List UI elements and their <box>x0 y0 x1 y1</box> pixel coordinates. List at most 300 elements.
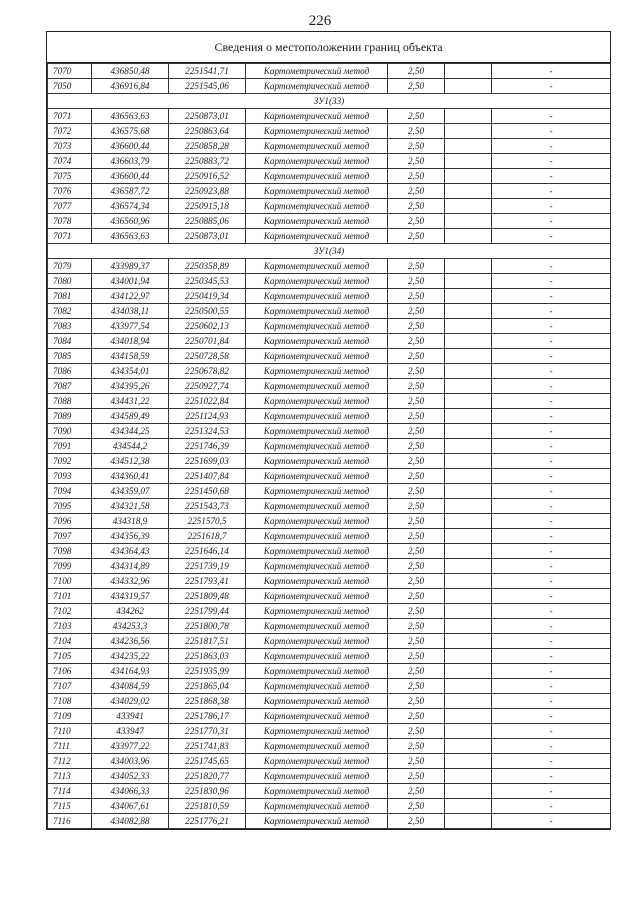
point-number-cell: 7073 <box>48 139 92 154</box>
method-cell: Картометрический метод <box>246 394 388 409</box>
point-number-cell: 7101 <box>48 589 92 604</box>
table-row <box>48 64 611 79</box>
y-coordinate-cell: 2251776,21 <box>169 814 246 829</box>
section-label: ЗУ1(33) <box>48 94 611 109</box>
x-coordinate-cell: 434332,96 <box>92 574 169 589</box>
table-row <box>48 364 611 379</box>
section-header-row <box>48 94 611 109</box>
x-coordinate-cell: 434253,3 <box>92 619 169 634</box>
description-cell: - <box>492 529 611 544</box>
method-cell: Картометрический метод <box>246 634 388 649</box>
note-cell <box>445 214 492 229</box>
method-cell: Картометрический метод <box>246 544 388 559</box>
point-number-cell: 7050 <box>48 79 92 94</box>
note-cell <box>445 604 492 619</box>
table-row <box>48 679 611 694</box>
point-number-cell: 7075 <box>48 169 92 184</box>
note-cell <box>445 484 492 499</box>
table-row <box>48 499 611 514</box>
point-number-cell: 7111 <box>48 739 92 754</box>
y-coordinate-cell: 2251820,77 <box>169 769 246 784</box>
note-cell <box>445 784 492 799</box>
y-coordinate-cell: 2250885,06 <box>169 214 246 229</box>
method-cell: Картометрический метод <box>246 619 388 634</box>
accuracy-cell: 2,50 <box>388 289 445 304</box>
table-row <box>48 724 611 739</box>
description-cell: - <box>492 199 611 214</box>
method-cell: Картометрический метод <box>246 169 388 184</box>
table-row <box>48 589 611 604</box>
x-coordinate-cell: 434512,38 <box>92 454 169 469</box>
section-label: ЗУ1(34) <box>48 244 611 259</box>
accuracy-cell: 2,50 <box>388 334 445 349</box>
x-coordinate-cell: 433989,37 <box>92 259 169 274</box>
table-row <box>48 544 611 559</box>
x-coordinate-cell: 434236,56 <box>92 634 169 649</box>
description-cell: - <box>492 559 611 574</box>
method-cell: Картометрический метод <box>246 439 388 454</box>
x-coordinate-cell: 433947 <box>92 724 169 739</box>
description-cell: - <box>492 154 611 169</box>
x-coordinate-cell: 434262 <box>92 604 169 619</box>
table-title: Сведения о местоположении границ объекта <box>47 32 610 63</box>
accuracy-cell: 2,50 <box>388 409 445 424</box>
note-cell <box>445 184 492 199</box>
description-cell: - <box>492 694 611 709</box>
point-number-cell: 7079 <box>48 259 92 274</box>
x-coordinate-cell: 434544,2 <box>92 439 169 454</box>
x-coordinate-cell: 434360,41 <box>92 469 169 484</box>
method-cell: Картометрический метод <box>246 259 388 274</box>
y-coordinate-cell: 2250916,52 <box>169 169 246 184</box>
method-cell: Картометрический метод <box>246 649 388 664</box>
point-number-cell: 7081 <box>48 289 92 304</box>
description-cell: - <box>492 109 611 124</box>
table-row <box>48 349 611 364</box>
point-number-cell: 7077 <box>48 199 92 214</box>
description-cell: - <box>492 544 611 559</box>
x-coordinate-cell: 436600,44 <box>92 139 169 154</box>
point-number-cell: 7098 <box>48 544 92 559</box>
accuracy-cell: 2,50 <box>388 364 445 379</box>
x-coordinate-cell: 436560,96 <box>92 214 169 229</box>
accuracy-cell: 2,50 <box>388 634 445 649</box>
x-coordinate-cell: 434052,33 <box>92 769 169 784</box>
accuracy-cell: 2,50 <box>388 529 445 544</box>
point-number-cell: 7076 <box>48 184 92 199</box>
note-cell <box>445 349 492 364</box>
point-number-cell: 7084 <box>48 334 92 349</box>
description-cell: - <box>492 424 611 439</box>
accuracy-cell: 2,50 <box>388 394 445 409</box>
method-cell: Картометрический метод <box>246 214 388 229</box>
description-cell: - <box>492 139 611 154</box>
method-cell: Картометрический метод <box>246 604 388 619</box>
y-coordinate-cell: 2251541,71 <box>169 64 246 79</box>
x-coordinate-cell: 434029,02 <box>92 694 169 709</box>
method-cell: Картометрический метод <box>246 349 388 364</box>
y-coordinate-cell: 2251570,5 <box>169 514 246 529</box>
x-coordinate-cell: 434122,97 <box>92 289 169 304</box>
accuracy-cell: 2,50 <box>388 589 445 604</box>
y-coordinate-cell: 2251646,14 <box>169 544 246 559</box>
table-row <box>48 799 611 814</box>
description-cell: - <box>492 814 611 829</box>
description-cell: - <box>492 409 611 424</box>
accuracy-cell: 2,50 <box>388 304 445 319</box>
note-cell <box>445 79 492 94</box>
note-cell <box>445 199 492 214</box>
method-cell: Картометрический метод <box>246 814 388 829</box>
y-coordinate-cell: 2251545,06 <box>169 79 246 94</box>
table-row <box>48 529 611 544</box>
note-cell <box>445 469 492 484</box>
y-coordinate-cell: 2251809,48 <box>169 589 246 604</box>
description-cell: - <box>492 349 611 364</box>
y-coordinate-cell: 2251618,7 <box>169 529 246 544</box>
x-coordinate-cell: 434431,22 <box>92 394 169 409</box>
point-number-cell: 7083 <box>48 319 92 334</box>
method-cell: Картометрический метод <box>246 304 388 319</box>
method-cell: Картометрический метод <box>246 154 388 169</box>
y-coordinate-cell: 2251810,59 <box>169 799 246 814</box>
table-row <box>48 694 611 709</box>
x-coordinate-cell: 434589,49 <box>92 409 169 424</box>
accuracy-cell: 2,50 <box>388 499 445 514</box>
x-coordinate-cell: 434344,25 <box>92 424 169 439</box>
note-cell <box>445 334 492 349</box>
x-coordinate-cell: 436563,63 <box>92 229 169 244</box>
point-number-cell: 7109 <box>48 709 92 724</box>
x-coordinate-cell: 434003,96 <box>92 754 169 769</box>
coordinates-table <box>47 63 611 829</box>
accuracy-cell: 2,50 <box>388 229 445 244</box>
note-cell <box>445 589 492 604</box>
x-coordinate-cell: 434395,26 <box>92 379 169 394</box>
description-cell: - <box>492 634 611 649</box>
description-cell: - <box>492 754 611 769</box>
accuracy-cell: 2,50 <box>388 379 445 394</box>
method-cell: Картометрический метод <box>246 484 388 499</box>
note-cell <box>445 109 492 124</box>
note-cell <box>445 799 492 814</box>
accuracy-cell: 2,50 <box>388 604 445 619</box>
table-row <box>48 394 611 409</box>
description-cell: - <box>492 604 611 619</box>
point-number-cell: 7074 <box>48 154 92 169</box>
x-coordinate-cell: 436574,34 <box>92 199 169 214</box>
x-coordinate-cell: 434364,43 <box>92 544 169 559</box>
y-coordinate-cell: 2250345,53 <box>169 274 246 289</box>
method-cell: Картометрический метод <box>246 469 388 484</box>
table-row <box>48 769 611 784</box>
point-number-cell: 7104 <box>48 634 92 649</box>
point-number-cell: 7096 <box>48 514 92 529</box>
point-number-cell: 7103 <box>48 619 92 634</box>
method-cell: Картометрический метод <box>246 334 388 349</box>
accuracy-cell: 2,50 <box>388 619 445 634</box>
table-row <box>48 304 611 319</box>
note-cell <box>445 379 492 394</box>
description-cell: - <box>492 724 611 739</box>
method-cell: Картометрический метод <box>246 694 388 709</box>
point-number-cell: 7078 <box>48 214 92 229</box>
note-cell <box>445 574 492 589</box>
description-cell: - <box>492 574 611 589</box>
point-number-cell: 7100 <box>48 574 92 589</box>
table-row <box>48 739 611 754</box>
description-cell: - <box>492 499 611 514</box>
note-cell <box>445 124 492 139</box>
point-number-cell: 7089 <box>48 409 92 424</box>
method-cell: Картометрический метод <box>246 124 388 139</box>
method-cell: Картометрический метод <box>246 664 388 679</box>
description-cell: - <box>492 394 611 409</box>
x-coordinate-cell: 434067,61 <box>92 799 169 814</box>
point-number-cell: 7082 <box>48 304 92 319</box>
note-cell <box>445 739 492 754</box>
accuracy-cell: 2,50 <box>388 439 445 454</box>
description-cell: - <box>492 784 611 799</box>
x-coordinate-cell: 434318,9 <box>92 514 169 529</box>
table-row <box>48 454 611 469</box>
description-cell: - <box>492 364 611 379</box>
point-number-cell: 7112 <box>48 754 92 769</box>
x-coordinate-cell: 434066,33 <box>92 784 169 799</box>
note-cell <box>445 529 492 544</box>
point-number-cell: 7113 <box>48 769 92 784</box>
accuracy-cell: 2,50 <box>388 574 445 589</box>
description-cell: - <box>492 679 611 694</box>
x-coordinate-cell: 436575,68 <box>92 124 169 139</box>
accuracy-cell: 2,50 <box>388 64 445 79</box>
section-header-row <box>48 244 611 259</box>
y-coordinate-cell: 2251800,78 <box>169 619 246 634</box>
method-cell: Картометрический метод <box>246 784 388 799</box>
description-cell: - <box>492 739 611 754</box>
table-row <box>48 649 611 664</box>
accuracy-cell: 2,50 <box>388 124 445 139</box>
method-cell: Картометрический метод <box>246 274 388 289</box>
accuracy-cell: 2,50 <box>388 319 445 334</box>
y-coordinate-cell: 2251407,84 <box>169 469 246 484</box>
point-number-cell: 7086 <box>48 364 92 379</box>
point-number-cell: 7094 <box>48 484 92 499</box>
point-number-cell: 7102 <box>48 604 92 619</box>
table-row <box>48 289 611 304</box>
method-cell: Картометрический метод <box>246 379 388 394</box>
boundary-table-sheet <box>46 31 611 830</box>
method-cell: Картометрический метод <box>246 64 388 79</box>
accuracy-cell: 2,50 <box>388 454 445 469</box>
table-row <box>48 379 611 394</box>
table-row <box>48 274 611 289</box>
note-cell <box>445 319 492 334</box>
table-row <box>48 484 611 499</box>
description-cell: - <box>492 229 611 244</box>
y-coordinate-cell: 2250602,13 <box>169 319 246 334</box>
method-cell: Картометрический метод <box>246 229 388 244</box>
accuracy-cell: 2,50 <box>388 484 445 499</box>
point-number-cell: 7080 <box>48 274 92 289</box>
y-coordinate-cell: 2251793,41 <box>169 574 246 589</box>
x-coordinate-cell: 434082,88 <box>92 814 169 829</box>
method-cell: Картометрический метод <box>246 574 388 589</box>
table-body <box>48 64 611 829</box>
accuracy-cell: 2,50 <box>388 424 445 439</box>
description-cell: - <box>492 709 611 724</box>
note-cell <box>445 694 492 709</box>
method-cell: Картометрический метод <box>246 289 388 304</box>
y-coordinate-cell: 2250728,58 <box>169 349 246 364</box>
description-cell: - <box>492 259 611 274</box>
x-coordinate-cell: 434084,59 <box>92 679 169 694</box>
point-number-cell: 7090 <box>48 424 92 439</box>
y-coordinate-cell: 2250873,01 <box>169 109 246 124</box>
y-coordinate-cell: 2250419,34 <box>169 289 246 304</box>
table-row <box>48 319 611 334</box>
note-cell <box>445 814 492 829</box>
accuracy-cell: 2,50 <box>388 694 445 709</box>
description-cell: - <box>492 454 611 469</box>
note-cell <box>445 559 492 574</box>
accuracy-cell: 2,50 <box>388 469 445 484</box>
y-coordinate-cell: 2251746,39 <box>169 439 246 454</box>
note-cell <box>445 229 492 244</box>
y-coordinate-cell: 2250858,28 <box>169 139 246 154</box>
accuracy-cell: 2,50 <box>388 349 445 364</box>
table-row <box>48 634 611 649</box>
description-cell: - <box>492 514 611 529</box>
table-row <box>48 124 611 139</box>
note-cell <box>445 64 492 79</box>
y-coordinate-cell: 2251817,51 <box>169 634 246 649</box>
accuracy-cell: 2,50 <box>388 214 445 229</box>
y-coordinate-cell: 2251786,17 <box>169 709 246 724</box>
note-cell <box>445 619 492 634</box>
method-cell: Картометрический метод <box>246 364 388 379</box>
note-cell <box>445 289 492 304</box>
accuracy-cell: 2,50 <box>388 199 445 214</box>
table-row <box>48 604 611 619</box>
method-cell: Картометрический метод <box>246 739 388 754</box>
note-cell <box>445 769 492 784</box>
y-coordinate-cell: 2251863,03 <box>169 649 246 664</box>
note-cell <box>445 154 492 169</box>
page-number: 226 <box>308 13 332 29</box>
note-cell <box>445 409 492 424</box>
x-coordinate-cell: 434158,59 <box>92 349 169 364</box>
description-cell: - <box>492 64 611 79</box>
point-number-cell: 7105 <box>48 649 92 664</box>
note-cell <box>445 139 492 154</box>
method-cell: Картометрический метод <box>246 799 388 814</box>
description-cell: - <box>492 214 611 229</box>
x-coordinate-cell: 434354,01 <box>92 364 169 379</box>
note-cell <box>445 514 492 529</box>
point-number-cell: 7108 <box>48 694 92 709</box>
point-number-cell: 7087 <box>48 379 92 394</box>
table-row <box>48 184 611 199</box>
x-coordinate-cell: 433977,54 <box>92 319 169 334</box>
x-coordinate-cell: 434164,93 <box>92 664 169 679</box>
method-cell: Картометрический метод <box>246 454 388 469</box>
note-cell <box>445 274 492 289</box>
y-coordinate-cell: 2251741,83 <box>169 739 246 754</box>
accuracy-cell: 2,50 <box>388 664 445 679</box>
method-cell: Картометрический метод <box>246 679 388 694</box>
table-row <box>48 109 611 124</box>
point-number-cell: 7115 <box>48 799 92 814</box>
y-coordinate-cell: 2250883,72 <box>169 154 246 169</box>
accuracy-cell: 2,50 <box>388 544 445 559</box>
accuracy-cell: 2,50 <box>388 739 445 754</box>
table-row <box>48 229 611 244</box>
note-cell <box>445 664 492 679</box>
accuracy-cell: 2,50 <box>388 814 445 829</box>
accuracy-cell: 2,50 <box>388 649 445 664</box>
accuracy-cell: 2,50 <box>388 679 445 694</box>
y-coordinate-cell: 2250873,01 <box>169 229 246 244</box>
method-cell: Картометрический метод <box>246 589 388 604</box>
description-cell: - <box>492 619 611 634</box>
x-coordinate-cell: 436563,63 <box>92 109 169 124</box>
y-coordinate-cell: 2250678,82 <box>169 364 246 379</box>
x-coordinate-cell: 434314,89 <box>92 559 169 574</box>
accuracy-cell: 2,50 <box>388 79 445 94</box>
point-number-cell: 7088 <box>48 394 92 409</box>
table-row <box>48 754 611 769</box>
point-number-cell: 7072 <box>48 124 92 139</box>
point-number-cell: 7107 <box>48 679 92 694</box>
description-cell: - <box>492 769 611 784</box>
x-coordinate-cell: 436850,48 <box>92 64 169 79</box>
note-cell <box>445 754 492 769</box>
accuracy-cell: 2,50 <box>388 274 445 289</box>
accuracy-cell: 2,50 <box>388 259 445 274</box>
y-coordinate-cell: 2250923,88 <box>169 184 246 199</box>
table-row <box>48 814 611 829</box>
note-cell <box>445 724 492 739</box>
description-cell: - <box>492 439 611 454</box>
method-cell: Картометрический метод <box>246 754 388 769</box>
y-coordinate-cell: 2251745,65 <box>169 754 246 769</box>
point-number-cell: 7106 <box>48 664 92 679</box>
point-number-cell: 7095 <box>48 499 92 514</box>
description-cell: - <box>492 289 611 304</box>
table-row <box>48 169 611 184</box>
description-cell: - <box>492 169 611 184</box>
y-coordinate-cell: 2251868,38 <box>169 694 246 709</box>
y-coordinate-cell: 2251770,31 <box>169 724 246 739</box>
description-cell: - <box>492 469 611 484</box>
point-number-cell: 7110 <box>48 724 92 739</box>
note-cell <box>445 544 492 559</box>
accuracy-cell: 2,50 <box>388 169 445 184</box>
description-cell: - <box>492 274 611 289</box>
point-number-cell: 7070 <box>48 64 92 79</box>
note-cell <box>445 169 492 184</box>
y-coordinate-cell: 2250701,84 <box>169 334 246 349</box>
table-row <box>48 259 611 274</box>
table-row <box>48 709 611 724</box>
note-cell <box>445 454 492 469</box>
y-coordinate-cell: 2251124,93 <box>169 409 246 424</box>
x-coordinate-cell: 434321,58 <box>92 499 169 514</box>
description-cell: - <box>492 79 611 94</box>
note-cell <box>445 649 492 664</box>
description-cell: - <box>492 379 611 394</box>
